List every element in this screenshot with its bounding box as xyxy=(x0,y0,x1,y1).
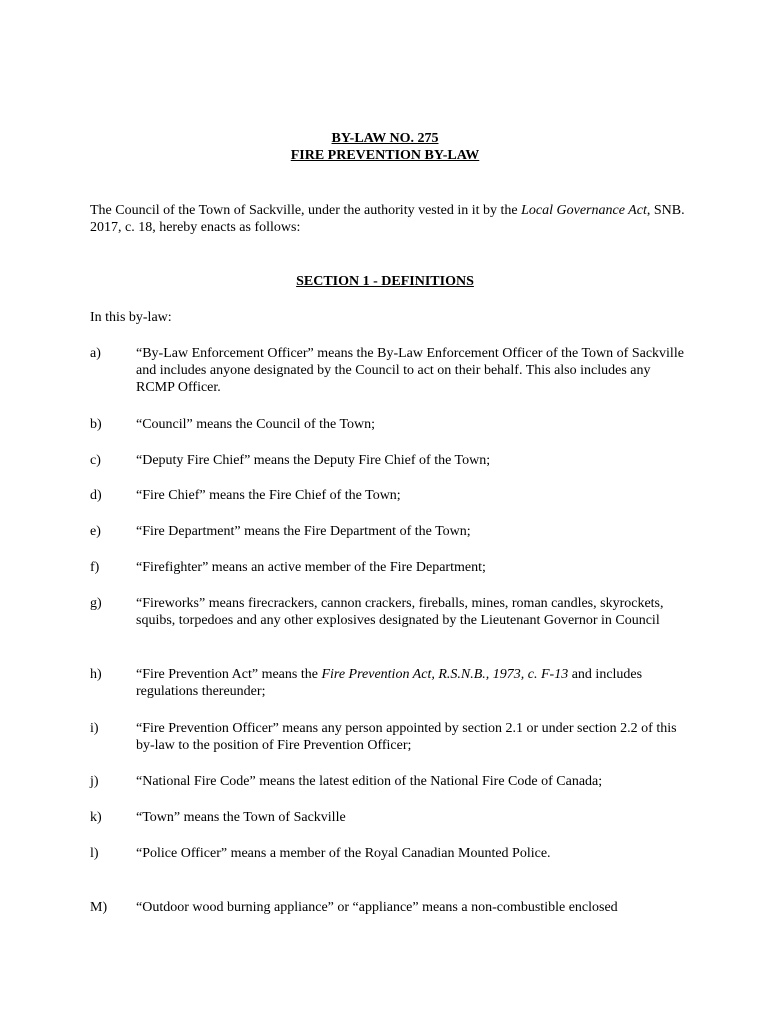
definition-item xyxy=(90,809,690,826)
enacting-clause xyxy=(90,202,690,236)
enacting-clause-text: The Council of the Town of Sackville, under the authority vested in it by the xyxy=(90,203,522,218)
definition-text: “Police Officer” means a member of the Royal Canadian Mounted Police. xyxy=(136,846,551,861)
definition-marker: h) xyxy=(90,667,102,682)
definition-item xyxy=(90,720,690,754)
act-citation: Fire Prevention Act, R.S.N.B., 1973, c. F-13 xyxy=(321,667,569,682)
definition-text: “Council” means the Council of the Town; xyxy=(136,417,376,432)
definition-marker: d) xyxy=(90,488,102,503)
definition-marker: a) xyxy=(90,346,101,361)
definition-text: “By-Law Enforcement Officer” means the By-Law Enforcement Officer of the Town of Sackville and includes anyone designated by the Council to act on their behalf. This also includes any RCMP Officer. xyxy=(136,346,684,395)
definition-marker: f) xyxy=(90,560,100,575)
bylaw-number: BY-LAW NO. 275 xyxy=(331,131,439,146)
definition-item xyxy=(90,345,690,396)
definition-text: “Fire Chief” means the Fire Chief of the Town; xyxy=(136,488,401,503)
definition-item xyxy=(90,452,690,469)
definition-marker: e) xyxy=(90,524,101,539)
definition-marker: b) xyxy=(90,417,102,432)
definition-item xyxy=(90,559,690,576)
definition-item xyxy=(90,899,690,916)
definitions-lead: In this by-law: xyxy=(90,310,172,325)
enacting-clause-citation: , SNB. 2017, c. 18, hereby enacts as follows: xyxy=(90,203,685,235)
definition-marker: j) xyxy=(90,774,99,789)
definition-text: “Firefighter” means an active member of the Fire Department; xyxy=(136,560,486,575)
definition-item xyxy=(90,845,690,862)
definition-marker: i) xyxy=(90,721,99,736)
definition-text: “Fire Department” means the Fire Department of the Town; xyxy=(136,524,471,539)
definition-text: “Fire Prevention Officer” means any person appointed by section 2.1 or under section 2.2 of this by-law to the position of Fire Prevention Officer; xyxy=(136,721,677,753)
section-heading: SECTION 1 - DEFINITIONS xyxy=(296,274,474,289)
definition-marker: k) xyxy=(90,810,102,825)
definition-marker: l) xyxy=(90,846,99,861)
definition-term: “Fire Prevention Act” means the xyxy=(136,667,322,682)
definition-text: “Fireworks” means firecrackers, cannon crackers, fireballs, mines, roman candles, skyrockets, squibs, torpedoes and any other explosives designated by the Lieutenant Governor in Council xyxy=(136,596,664,628)
definition-item xyxy=(90,416,690,433)
act-name: Local Governance Act xyxy=(521,203,647,218)
definition-marker: g) xyxy=(90,596,102,611)
bylaw-title: FIRE PREVENTION BY-LAW xyxy=(290,148,480,163)
definition-text xyxy=(136,666,690,700)
definition-tail: and includes regulations thereunder; xyxy=(136,667,643,699)
definition-item xyxy=(90,595,690,629)
definition-marker: M) xyxy=(90,900,108,915)
bylaw-title-block xyxy=(0,130,770,164)
definition-item xyxy=(90,487,690,504)
definition-marker: c) xyxy=(90,453,101,468)
definition-text: “Deputy Fire Chief” means the Deputy Fire Chief of the Town; xyxy=(136,453,491,468)
definition-text: “Town” means the Town of Sackville xyxy=(136,810,346,825)
definition-item xyxy=(90,523,690,540)
definition-item xyxy=(90,773,690,790)
definition-text: “National Fire Code” means the latest edition of the National Fire Code of Canada; xyxy=(136,774,603,789)
definition-item xyxy=(90,666,690,700)
definition-text: “Outdoor wood burning appliance” or “appliance” means a non-combustible enclosed xyxy=(136,900,618,915)
